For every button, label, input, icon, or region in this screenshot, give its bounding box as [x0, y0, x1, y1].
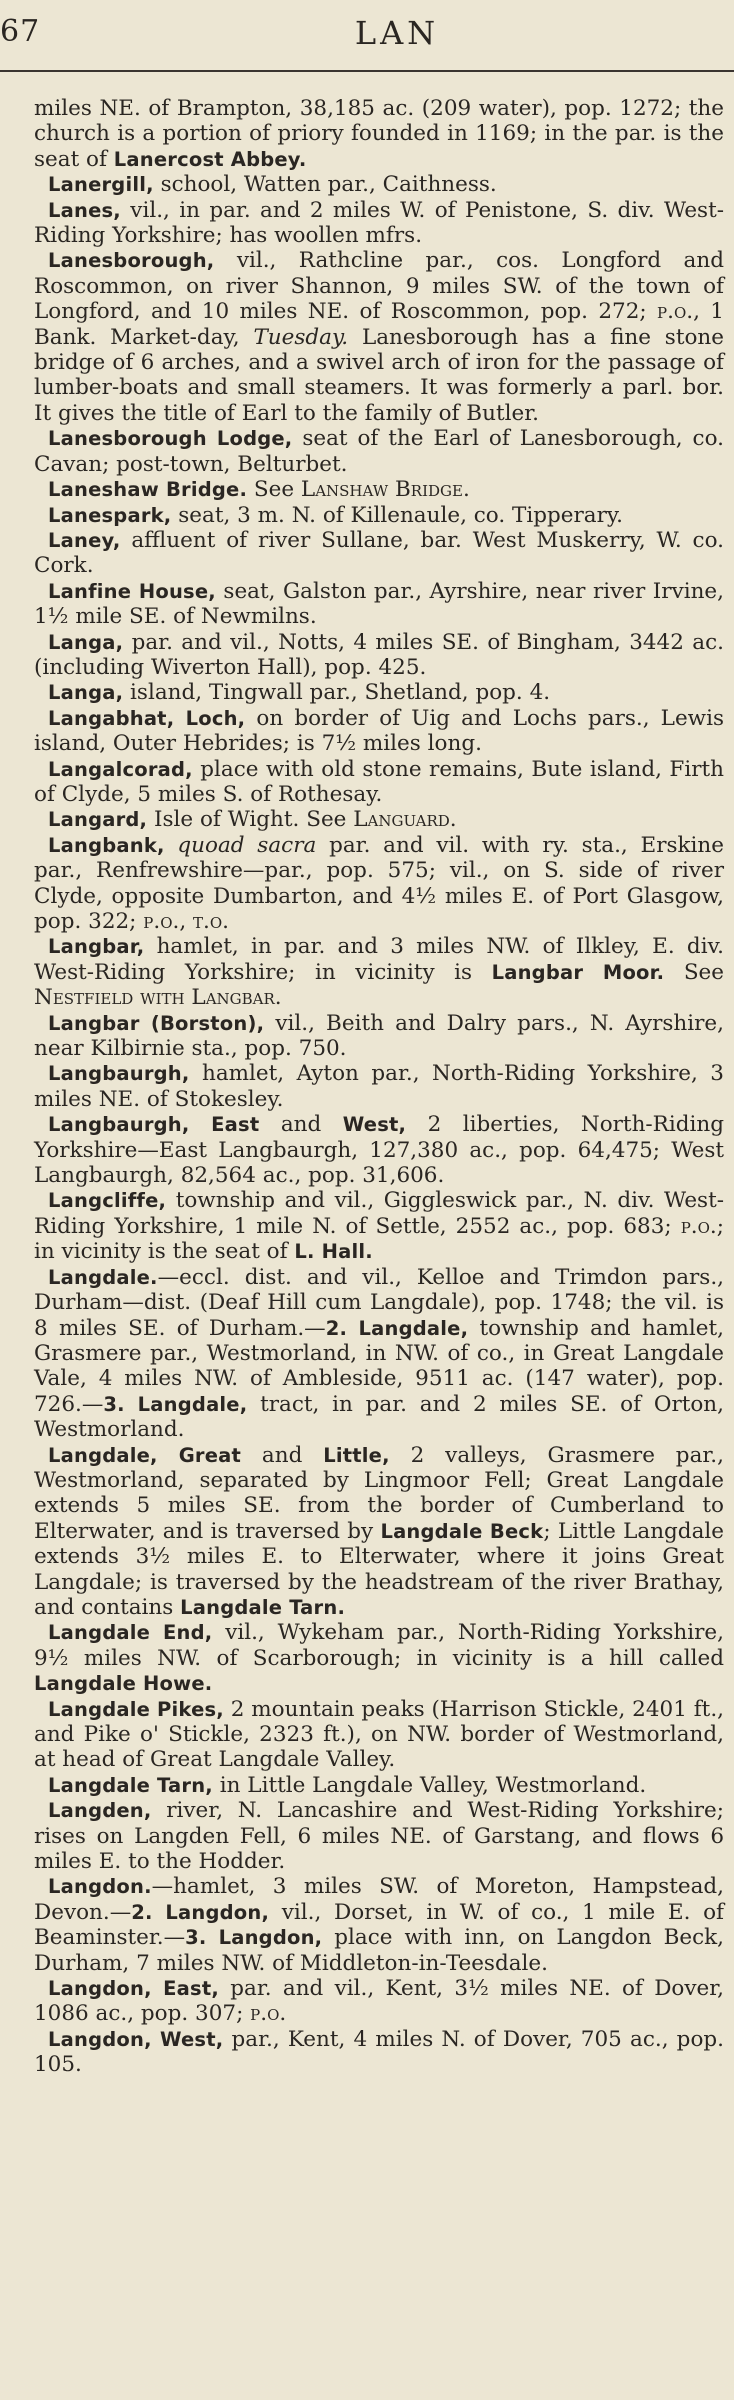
- gazetteer-entry: [34, 1443, 724, 1621]
- entry-text: See: [247, 477, 301, 503]
- gazetteer-entry: [34, 1697, 724, 1773]
- italic-text: Tuesday.: [253, 324, 349, 350]
- entry-headword: Langdale End,: [48, 1621, 213, 1645]
- entry-headword: Langbar Moor.: [491, 960, 665, 984]
- running-head: LAN: [354, 14, 440, 52]
- entry-text: on border of Uig and Lochs pars., Lewis island, Outer Hebrides; is 7½ miles long.: [34, 705, 724, 757]
- entry-headword: L. Hall.: [294, 1240, 373, 1264]
- entry-headword: Langbaurgh, East: [48, 1113, 260, 1137]
- entry-text: par. and vil. with ry. sta., Erskine par., Renfrewshire—par., pop. 575; vil., on S. side of river Clyde, opposite Dumbarton, and 4½ miles E. of Port Glasgow, pop. 322;: [34, 832, 724, 934]
- entry-text: See: [664, 959, 724, 985]
- entry-headword: Laney,: [48, 528, 121, 552]
- entry-text: and: [259, 1112, 343, 1138]
- gazetteer-entry: [34, 2027, 724, 2078]
- gazetteer-entry: [34, 426, 724, 477]
- entry-text: place with old stone remains, Bute island, Firth of Clyde, 5 miles S. of Rothesay.: [34, 756, 724, 807]
- entry-headword: Langdale.: [48, 1265, 158, 1289]
- entry-text: island, Tingwall par., Shetland, pop. 4.: [123, 680, 551, 706]
- gazetteer-entry: [34, 528, 724, 579]
- entry-text: hamlet, Ayton par., North-Riding Yorkshire, 3 miles NE. of Stokesley.: [34, 1061, 724, 1112]
- gazetteer-entry: [34, 1976, 724, 2027]
- entry-headword: Langalcorad,: [48, 757, 193, 781]
- entry-text: affluent of river Sullane, bar. West Muskerry, W. co. Cork.: [34, 527, 724, 579]
- italic-text: quoad sacra: [177, 832, 317, 858]
- entry-headword: Lanesborough,: [48, 249, 215, 273]
- page-number: 67: [0, 14, 41, 49]
- gazetteer-entry: [34, 503, 724, 528]
- entry-text: Isle of Wight. See: [147, 807, 354, 833]
- entry-headword: West,: [342, 1113, 407, 1137]
- entry-headword: Langbar (Borston),: [48, 1011, 265, 1035]
- gazetteer-entry: [34, 1773, 724, 1798]
- entry-headword: Langa,: [48, 630, 124, 654]
- small-caps-text: p.o.: [657, 299, 694, 325]
- entry-headword: Little,: [323, 1443, 390, 1467]
- entry-headword: Langden,: [48, 1799, 152, 1823]
- entry-headword: Langdon, East,: [48, 1977, 219, 2001]
- gazetteer-entry: [34, 248, 724, 426]
- entry-headword: Langard,: [48, 808, 148, 832]
- entry-headword: Langdon.: [48, 1875, 152, 1899]
- entry-text: —hamlet, 3 miles SW. of Moreton, Hampstead, Devon.—: [34, 1874, 724, 1925]
- entry-headword: Langdale Beck: [380, 1519, 544, 1543]
- gazetteer-entry: [34, 1620, 724, 1696]
- entry-text: vil., Wykeham par., North-Riding Yorkshire, 9½ miles NW. of Scarborough; in vicinity is a hill called: [34, 1620, 724, 1671]
- gazetteer-entry: [34, 1874, 724, 1976]
- gazetteer-entry: [34, 1265, 724, 1443]
- entry-headword: Langdale Pikes,: [48, 1697, 224, 1721]
- entry-text: tract, in par. and 2 miles SE. of Orton, Westmorland.: [34, 1391, 724, 1443]
- entry-text: vil., Rathcline par., cos. Longford and Roscommon, on river Shannon, 9 miles SW. of the town of Longford, and 10 miles NE. of Roscommon, pop. 272;: [34, 248, 724, 325]
- small-caps-text: p.o.: [680, 1213, 717, 1239]
- gazetteer-entry: [34, 934, 724, 1010]
- entry-column: [34, 96, 724, 2078]
- entry-text: hamlet, in par. and 3 miles NW. of Ilkley, E. div. West-Riding Yorkshire; in vicinity is: [34, 934, 724, 985]
- entry-text: township and hamlet, Grasmere par., Westmorland, in NW. of co., in Great Langdale Vale, 4 miles NW. of Ambleside, 9511 ac. (147 water), pop. 726.—: [34, 1315, 724, 1417]
- gazetteer-entry: [34, 1011, 724, 1062]
- entry-text: seat of the Earl of Lanesborough, co. Cavan; post-town, Belturbet.: [34, 426, 724, 477]
- entry-text: 2 valleys, Grasmere par., Westmorland, separated by Lingmoor Fell; Great Langdale extends 5 miles SE. from the border of Cumberland to Elterwater, and is traversed by: [34, 1442, 724, 1544]
- entry-text: [165, 833, 178, 858]
- entry-text: ; Little Langdale extends 3½ miles E. to Elterwater, where it joins Great Langdale; is traversed by the headstream of the river Brathay, and contains: [34, 1518, 724, 1620]
- entry-headword: 2. Langdale,: [325, 1316, 469, 1340]
- small-caps-text: p.o., t.o.: [143, 909, 229, 934]
- small-caps-text: Nestfield with Langbar.: [34, 985, 282, 1011]
- entry-text: vil., Dorset, in W. of co., 1 mile E. of Beaminster.—: [34, 1899, 724, 1951]
- entry-headword: Lanesborough Lodge,: [48, 427, 293, 451]
- gazetteer-entry: [34, 833, 724, 935]
- entry-headword: Langbank,: [48, 833, 165, 857]
- entry-text: par. and vil., Notts, 4 miles SE. of Bingham, 3442 ac. (including Wiverton Hall), pop. 425.: [34, 629, 724, 680]
- entry-headword: Langbaurgh,: [48, 1062, 190, 1086]
- entry-text: school, Watten par., Caithness.: [153, 172, 497, 198]
- entry-headword: Lanfine House,: [48, 579, 216, 603]
- entry-text: river, N. Lancashire and West-Riding Yorkshire; rises on Langden Fell, 6 miles NE. of Garstang, and flows 6 miles E. to the Hodder.: [34, 1798, 724, 1875]
- gazetteer-entry: [34, 757, 724, 808]
- gazetteer-entry: [34, 1798, 724, 1874]
- entry-text: 2 liberties, North-Riding Yorkshire—East Langbaurgh, 127,380 ac., pop. 64,475; West Langbaurgh, 82,564 ac., pop. 31,606.: [34, 1112, 724, 1189]
- entry-headword: Langdon, West,: [48, 2027, 224, 2051]
- entry-text: ; in vicinity is the seat of: [34, 1213, 724, 1265]
- gazetteer-entry: [34, 579, 724, 630]
- entry-text: par., Kent, 4 miles N. of Dover, 705 ac., pop. 105.: [34, 2026, 724, 2078]
- entry-headword: Langbar,: [48, 935, 145, 959]
- page-header: [0, 0, 734, 72]
- entry-headword: Lanergill,: [48, 173, 154, 197]
- entry-text: seat, Galston par., Ayrshire, near river Irvine, 1½ mile SE. of Newmilns.: [34, 578, 724, 630]
- entry-text: and: [241, 1442, 324, 1468]
- entry-headword: Langdale, Great: [48, 1443, 242, 1467]
- entry-headword: 3. Langdon,: [185, 1926, 323, 1950]
- entry-text: —eccl. dist. and vil., Kelloe and Trimdon pars., Durham—dist. (Deaf Hill cum Langdale), pop. 1748; the vil. is 8 miles SE. of Durham.—: [34, 1264, 724, 1341]
- entry-headword: 2. Langdon,: [131, 1900, 270, 1924]
- entry-text: township and vil., Giggleswick par., N. div. West-Riding Yorkshire, 1 mile N. of Settle, 2552 ac., pop. 683;: [34, 1188, 724, 1239]
- entry-headword: Laneshaw Bridge.: [48, 478, 248, 502]
- gazetteer-entry: [34, 172, 724, 197]
- entry-text: in Little Langdale Valley, Westmorland.: [212, 1772, 647, 1798]
- entry-text: seat, 3 m. N. of Killenaule, co. Tipperary.: [171, 502, 623, 528]
- small-caps-text: Languard.: [353, 807, 457, 833]
- small-caps-text: p.o.: [250, 2001, 287, 2027]
- entry-headword: Langa,: [48, 681, 124, 705]
- entry-text: miles NE. of Brampton, 38,185 ac. (209 water), pop. 1272; the church is a portion of priory founded in 1169; in the par. is the seat of: [34, 96, 724, 172]
- gazetteer-entry: [34, 1188, 724, 1264]
- entry-text: par. and vil., Kent, 3½ miles NE. of Dover, 1086 ac., pop. 307;: [34, 1976, 724, 2027]
- entry-text: Lanesborough has a fine stone bridge of 6 arches, and a swivel arch of iron for the passage of lumber-boats and small steamers. It was formerly a parl. bor. It gives the title of Earl to the family of Butler.: [34, 324, 724, 426]
- entry-headword: Langdale Howe.: [34, 1672, 213, 1696]
- gazetteer-entry: [34, 807, 724, 832]
- small-caps-text: Lanshaw Bridge.: [300, 477, 470, 503]
- gazetteer-entry: [34, 630, 724, 681]
- entry-headword: Lanercost Abbey.: [113, 147, 307, 171]
- gazetteer-entry: [34, 706, 724, 757]
- gazetteer-entry: [34, 1061, 724, 1112]
- entry-headword: 3. Langdale,: [103, 1392, 248, 1416]
- entry-headword: Langabhat, Loch,: [48, 706, 246, 730]
- entry-headword: Lanespark,: [48, 503, 172, 527]
- entry-headword: Langcliffe,: [48, 1189, 167, 1213]
- gazetteer-entry: [34, 1112, 724, 1188]
- entry-text: vil., Beith and Dalry pars., N. Ayrshire, near Kilbirnie sta., pop. 750.: [34, 1010, 724, 1062]
- entry-text: , 1 Bank. Market-day,: [34, 299, 724, 350]
- entry-headword: Lanes,: [48, 198, 121, 222]
- gazetteer-entry: [34, 477, 724, 502]
- entry-headword: Langdale Tarn,: [48, 1773, 213, 1797]
- gazetteer-entry: [34, 680, 724, 705]
- gazetteer-entry: [34, 96, 724, 172]
- entry-text: place with inn, on Langdon Beck, Durham, 7 miles NW. of Middleton-in-Teesdale.: [34, 1925, 725, 1976]
- entry-headword: Langdale Tarn.: [180, 1595, 346, 1619]
- entry-text: vil., in par. and 2 miles W. of Penistone, S. div. West-Riding Yorkshire; has woollen mfrs.: [34, 197, 724, 249]
- gazetteer-entry: [34, 198, 724, 249]
- entry-text: 2 mountain peaks (Harrison Stickle, 2401 ft., and Pike o' Stickle, 2323 ft.), on NW. border of Westmorland, at head of Great Langdale Valley.: [34, 1696, 724, 1773]
